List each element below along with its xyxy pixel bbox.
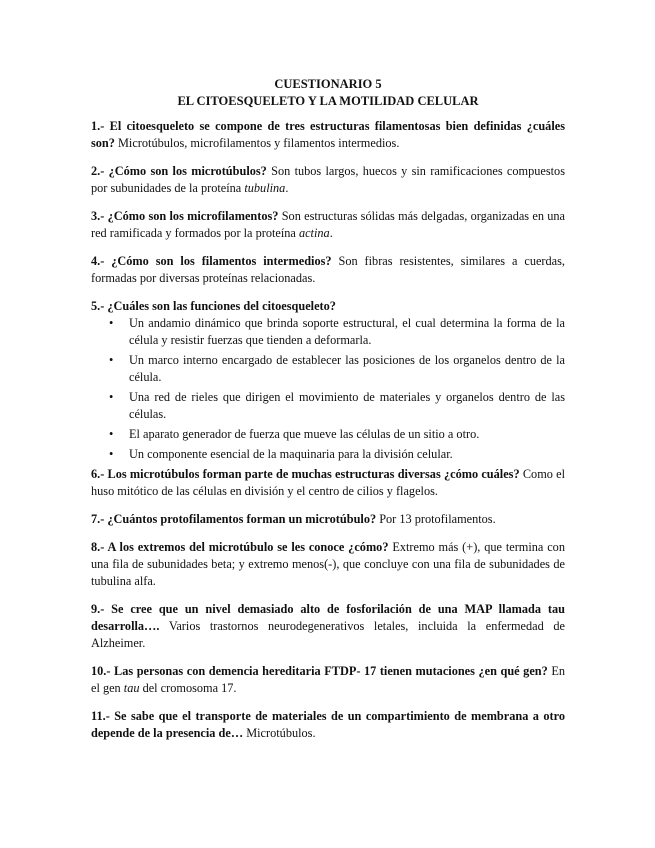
question-text: 6.- Los microtúbulos forman parte de muchas estructuras diversas ¿cómo cuáles? xyxy=(91,467,520,481)
question-11 xyxy=(91,708,565,742)
answer-text: En el gen xyxy=(91,664,565,695)
answer-text: Microtúbulos. xyxy=(243,726,316,740)
question-text: 10.- Las personas con demencia hereditaria FTDP- 17 tienen mutaciones ¿en qué gen? xyxy=(91,664,548,678)
answer-text: Por 13 protofilamentos. xyxy=(376,512,496,526)
question-3 xyxy=(91,208,565,242)
document-header xyxy=(91,76,565,110)
list-item: • Un andamio dinámico que brinda soporte estructural, el cual determina la forma de la célula y resistir fuerzas que tienden a deformarla. xyxy=(91,315,565,349)
answer-text: Son fibras resistentes, similares a cuerdas, formadas por diversas proteínas relacionadas. xyxy=(91,254,565,285)
question-text: 3.- ¿Cómo son los microfilamentos? xyxy=(91,209,279,223)
answer-text: Microtúbulos, microfilamentos y filamentos intermedios. xyxy=(114,136,400,150)
answer-end: . xyxy=(329,226,333,240)
functions-list xyxy=(91,315,565,463)
question-text: 11.- Se sabe que el transporte de materiales de un compartimiento de membrana a otro depende de la presencia de… xyxy=(91,709,565,740)
question-text: 9.- Se cree que un nivel demasiado alto de fosforilación de una MAP llamada tau desarrolla…. xyxy=(91,602,565,633)
answer-text: Como el huso mitótico de las células en división y el centro de cilios y flagelos. xyxy=(91,467,566,498)
question-4 xyxy=(91,253,565,287)
answer-text: Son estructuras sólidas más delgadas, organizadas en una red ramificada y formados por la proteína xyxy=(91,209,566,240)
answer-italic: actina xyxy=(298,226,330,240)
question-8 xyxy=(91,539,565,590)
question-9 xyxy=(91,601,565,652)
question-5 xyxy=(91,298,565,315)
answer-text: Son tubos largos, huecos y sin ramificaciones compuestos por subunidades de la proteína xyxy=(91,164,565,195)
question-1 xyxy=(91,118,565,152)
answer-end: . xyxy=(285,181,289,195)
question-text: 7.- ¿Cuántos protofilamentos forman un microtúbulo? xyxy=(91,512,377,526)
question-text: 1.- El citoesqueleto se compone de tres estructuras filamentosas bien definidas ¿cuáles son? xyxy=(91,119,565,150)
answer-italic: tubulina xyxy=(244,181,286,195)
answer-text: Varios trastornos neurodegenerativos letales, incluida la enfermedad de Alzheimer. xyxy=(91,619,565,650)
question-text: 5.- ¿Cuáles son las funciones del citoesqueleto? xyxy=(91,299,336,313)
answer-text: Extremo más (+), que termina con una fila de subunidades beta; y extremo menos(-), que concluye con una fila de subunidades de tubulina alfa. xyxy=(91,540,565,588)
list-item: • El aparato generador de fuerza que mueve las células de un sitio a otro. xyxy=(91,426,565,443)
question-text: 2.- ¿Cómo son los microtúbulos? xyxy=(91,164,267,178)
list-item: • Una red de rieles que dirigen el movimiento de materiales y organelos dentro de las células. xyxy=(91,389,565,423)
question-10 xyxy=(91,663,565,697)
question-7 xyxy=(91,511,565,528)
document-subtitle: EL CITOESQUELETO Y LA MOTILIDAD CELULAR xyxy=(177,94,479,108)
document-page xyxy=(91,76,565,753)
list-item: • Un componente esencial de la maquinaria para la división celular. xyxy=(91,446,565,463)
question-6 xyxy=(91,466,565,500)
question-2 xyxy=(91,163,565,197)
document-title: CUESTIONARIO 5 xyxy=(274,77,382,91)
question-text: 4.- ¿Cómo son los filamentos intermedios? xyxy=(91,254,332,268)
answer-italic: tau xyxy=(123,681,140,695)
question-text: 8.- A los extremos del microtúbulo se les conoce ¿cómo? xyxy=(91,540,389,554)
list-item: • Un marco interno encargado de establecer las posiciones de los organelos dentro de la célula. xyxy=(91,352,565,386)
answer-end: del cromosoma 17. xyxy=(139,681,237,695)
